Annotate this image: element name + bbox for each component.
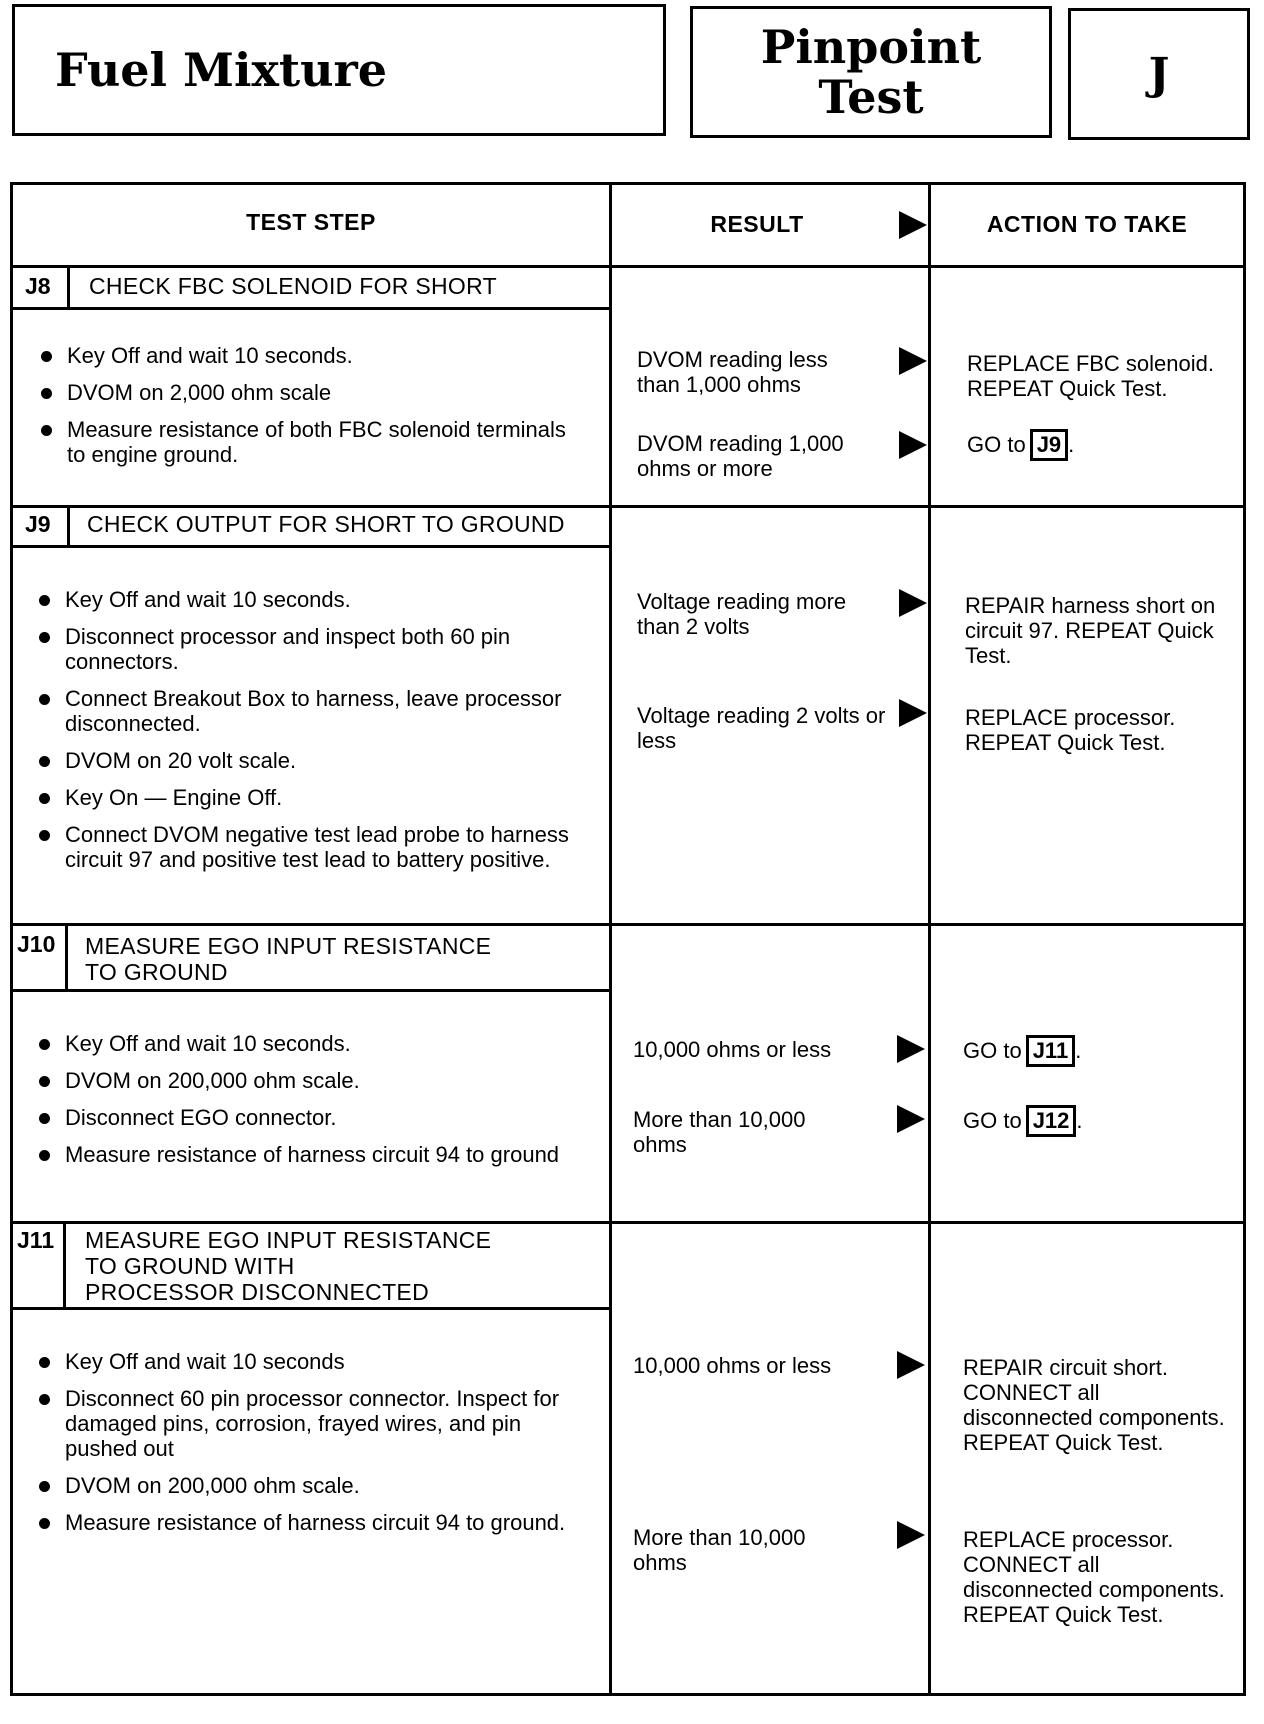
step-title-line: TO GROUND WITH — [85, 1253, 295, 1279]
action-goto — [967, 429, 1227, 461]
bullet-item: Key Off and wait 10 seconds. — [35, 587, 595, 612]
bullet-item: Key On — Engine Off. — [35, 785, 595, 810]
arrow-icon — [897, 1105, 925, 1133]
step-id-divider — [67, 265, 70, 307]
bullet-item: DVOM on 200,000 ohm scale. — [35, 1068, 575, 1093]
arrow-icon — [897, 1351, 925, 1379]
arrow-icon — [899, 699, 927, 727]
bullet-item: Connect DVOM negative test lead probe to harness circuit 97 and positive test lead to battery positive. — [35, 822, 595, 872]
goto-prefix: GO to — [967, 432, 1026, 457]
result-text: 10,000 ohms or less — [633, 1353, 832, 1378]
result-text: More than 10,000 ohms — [633, 1525, 806, 1575]
bullet-item: Key Off and wait 10 seconds. — [35, 1031, 575, 1056]
header-row-divider — [13, 265, 1243, 268]
bullet-item: Measure resistance of harness circuit 94 to ground. — [35, 1510, 595, 1535]
arrow-icon — [899, 347, 927, 375]
step-id: J11 — [17, 1227, 55, 1253]
column-divider-2 — [928, 185, 931, 1693]
step-bullets — [37, 343, 577, 479]
bullet-item: DVOM on 200,000 ohm scale. — [35, 1473, 595, 1498]
action-goto — [963, 1035, 1223, 1067]
page-title — [12, 4, 666, 136]
goto-suffix: . — [1075, 1038, 1082, 1063]
step-bullets — [35, 587, 595, 884]
pinpoint-table — [10, 182, 1246, 1696]
action-text: REPLACE processor. REPEAT Quick Test. — [965, 705, 1176, 755]
goto-prefix: GO to — [963, 1108, 1022, 1133]
step-divider-j11 — [13, 1221, 1243, 1224]
step-title-underline — [13, 307, 609, 310]
step-title — [85, 933, 595, 985]
result-text: Voltage reading more than 2 volts — [637, 589, 847, 639]
bullet-item: Connect Breakout Box to harness, leave processor disconnected. — [35, 686, 595, 736]
result-text: DVOM reading 1,000 ohms or more — [637, 431, 844, 481]
step-title-line: MEASURE EGO INPUT RESISTANCE — [85, 933, 492, 959]
result-text: DVOM reading less than 1,000 ohms — [637, 347, 828, 397]
bullet-item: Measure resistance of harness circuit 94 to ground — [35, 1142, 575, 1167]
step-title-underline — [13, 1307, 609, 1310]
step-title: CHECK OUTPUT FOR SHORT TO GROUND — [87, 511, 565, 537]
step-id: J8 — [25, 273, 51, 299]
goto-suffix: . — [1068, 432, 1075, 457]
arrow-icon — [899, 211, 927, 239]
pinpoint-line1: Pinpoint — [760, 20, 982, 74]
arrow-icon — [899, 589, 927, 617]
step-divider-j10 — [13, 923, 1243, 926]
goto-step-ref: J9 — [1030, 429, 1068, 461]
step-id: J9 — [25, 511, 51, 537]
result-text: 10,000 ohms or less — [633, 1037, 832, 1062]
column-header-result: RESULT — [710, 211, 804, 237]
step-title-line: PROCESSOR DISCONNECTED — [85, 1279, 429, 1305]
test-letter-text: J — [1148, 48, 1170, 100]
result-text: More than 10,000 ohms — [633, 1107, 806, 1157]
step-id-divider — [67, 505, 70, 545]
goto-step-ref: J12 — [1026, 1105, 1077, 1137]
bullet-item: Measure resistance of both FBC solenoid terminals to engine ground. — [37, 417, 577, 467]
pinpoint-line2: Test — [818, 70, 924, 124]
test-letter — [1068, 8, 1250, 140]
step-bullets — [35, 1031, 575, 1179]
column-divider-1 — [609, 185, 612, 1693]
step-title — [85, 1227, 595, 1305]
step-title-line: MEASURE EGO INPUT RESISTANCE — [85, 1227, 492, 1253]
action-text: REPAIR harness short on circuit 97. REPEAT Quick Test. — [965, 593, 1216, 668]
action-text: REPAIR circuit short. CONNECT all disconnected components. REPEAT Quick Test. — [963, 1355, 1225, 1455]
step-title-underline — [13, 989, 609, 992]
action-text: REPLACE FBC solenoid. REPEAT Quick Test. — [967, 351, 1214, 401]
goto-prefix: GO to — [963, 1038, 1022, 1063]
bullet-item: Key Off and wait 10 seconds — [35, 1349, 595, 1374]
bullet-item: Disconnect EGO connector. — [35, 1105, 575, 1130]
column-header-action: ACTION TO TAKE — [986, 211, 1188, 237]
title-text: Fuel Mixture — [55, 43, 388, 97]
step-id-divider — [65, 923, 68, 989]
result-text: Voltage reading 2 volts or less — [637, 703, 886, 753]
goto-suffix: . — [1076, 1108, 1083, 1133]
step-divider-j9 — [13, 505, 1243, 508]
step-title: CHECK FBC SOLENOID FOR SHORT — [89, 273, 497, 299]
step-title-underline — [13, 545, 609, 548]
column-header-test-step: TEST STEP — [246, 209, 376, 235]
step-bullets — [35, 1349, 595, 1547]
bullet-item: Disconnect processor and inspect both 60 pin connectors. — [35, 624, 595, 674]
pinpoint-test-label — [690, 6, 1052, 138]
action-goto — [963, 1105, 1223, 1137]
step-id: J10 — [17, 931, 56, 957]
arrow-icon — [897, 1035, 925, 1063]
arrow-icon — [899, 431, 927, 459]
arrow-icon — [897, 1521, 925, 1549]
step-title-line: TO GROUND — [85, 959, 228, 985]
bullet-item: Disconnect 60 pin processor connector. Inspect for damaged pins, corrosion, frayed wires, and pin pushed out — [35, 1386, 595, 1461]
goto-step-ref: J11 — [1026, 1035, 1076, 1067]
bullet-item: DVOM on 20 volt scale. — [35, 748, 595, 773]
step-id-divider — [63, 1221, 66, 1307]
action-text: REPLACE processor. CONNECT all disconnected components. REPEAT Quick Test. — [963, 1527, 1225, 1627]
bullet-item: Key Off and wait 10 seconds. — [37, 343, 577, 368]
bullet-item: DVOM on 2,000 ohm scale — [37, 380, 577, 405]
